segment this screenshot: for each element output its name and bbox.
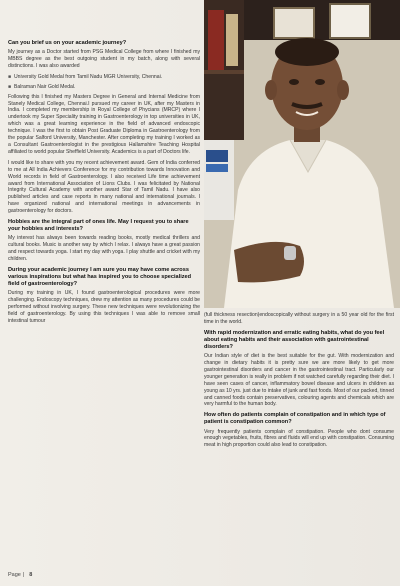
- page-label: Page: [8, 572, 21, 578]
- award-text: Balraman Nair Gold Medal.: [14, 83, 76, 90]
- answer-paragraph-continued: (full thickness resection)endoscopically without surgery in a 50 year old for the first time in the world.: [204, 312, 394, 325]
- page-footer: Page | 8: [8, 572, 33, 578]
- left-column: [8, 40, 200, 329]
- portrait-illustration: [204, 0, 400, 308]
- award-item: [8, 74, 200, 81]
- question-academic-journey: Can you brief us on your academic journey?: [8, 40, 127, 46]
- answer-paragraph: During my training in UK, I found gastroenterological procedures were more challenging. Endoscopy techniques, drew my attention as many procedures could be performed without involving surgery. These new techniques were revolutionizing the field of gastroenterology. By using this techniques I was able to remove small intestinal tumour: [8, 290, 200, 324]
- answer-paragraph: I would like to share with you my recent achievement award. Gem of India conferred to me at All India Achievers Conference for my contribution towards Innovation and World records in field of Gastroenterology. I also received Life time achievement award from International Association of Lions Clubs. I was felicitated by National Integrity Cultural Academy with another award Star of Tamil Nadu. I have also published articles and case reports in many national and international journals. I have organized national and international meetings in advancements in gastroenterology for doctors.: [8, 159, 200, 215]
- question-eating-habits: With rapid modernization and erratic eating habits, what do you feel about eating habits and their association with gastrointestinal disorders?: [204, 329, 385, 350]
- bullet-icon: ■: [8, 73, 12, 80]
- answer-paragraph: My interest has always been towards reading books, mostly medical thrillers and cultural books. Music is another way by which I relax. I always have a great passion and respect towards yoga. I start my day with yoga. I play shuttle and cricket with my children.: [8, 235, 200, 262]
- doctor-portrait-photo: [204, 0, 400, 308]
- award-item: [8, 84, 200, 91]
- answer-paragraph: Our Indian style of diet is the best suitable for the gut. With modernization and change in dietary habits it is pretty sure we are more likely to get more gastrointestinal disorders and cancer in the gastrointestinal tract. Particularly our younger generation is really in problem if not watched carefully regarding their diet. I have seen cases of cancer, inflammatory bowel disease and ulcers in children as young as 10 yrs. just due to intake of junk and fast foods. Most of our packed, tinned and canned foods contain preservatives, colouring agents and chemicals which are very harmful to the human body.: [204, 353, 394, 408]
- question-hobbies: Hobbies are the integral part of ones life. May I request you to share your hobbies and interests?: [8, 219, 189, 233]
- question-inspiration: During your academic journey I am sure you may have come across various inspirations but what has inspired you to choose specialized field of gastroenterology?: [8, 266, 192, 288]
- award-text: University Gold Medal from Tamil Nadu MGR University, Chennai.: [14, 73, 163, 80]
- bullet-icon: ■: [8, 83, 12, 90]
- answer-paragraph: My journey as a Doctor started from PSG Medical College from where I finished my MBBS degree as the best outgoing student in my batch, along with several distinctions. I was also awarded: [8, 49, 200, 69]
- question-constipation: How often do patients complain of constipation and in which type of patient is constipation common?: [204, 412, 386, 426]
- right-column: [204, 312, 394, 453]
- answer-paragraph: Very frequently patients complain of constipation. People who dont consume enough vegetables, fruits, fibres and fluids will end up with constipation. Consuming meat in high proportion could also lead to constipation.: [204, 428, 394, 449]
- answer-paragraph: Following this I finished my Masters Degree in General and Internal Medicine from Stanely Medical College, Chennai.I pursued my career in UK, after my Masters in India. I completed my membership in Royal College of Phycians (MRCP) where I undertook my Super Speciality training in Gastroenterology in top universities in UK, which was a great learning experience in the field of advanced endoscopic technique. I was the first to obtain Post Graduate Diploma in Gastroenterology from the popular Salford University, Manchester. After completing my training I worked as a Consultant Gastroenterologist in the prestigious Hallamshire Teaching Hospital affiliated to world popular Sheffield University. Academics is a part of Doctors life.: [8, 93, 200, 155]
- page-number: 8: [29, 572, 33, 578]
